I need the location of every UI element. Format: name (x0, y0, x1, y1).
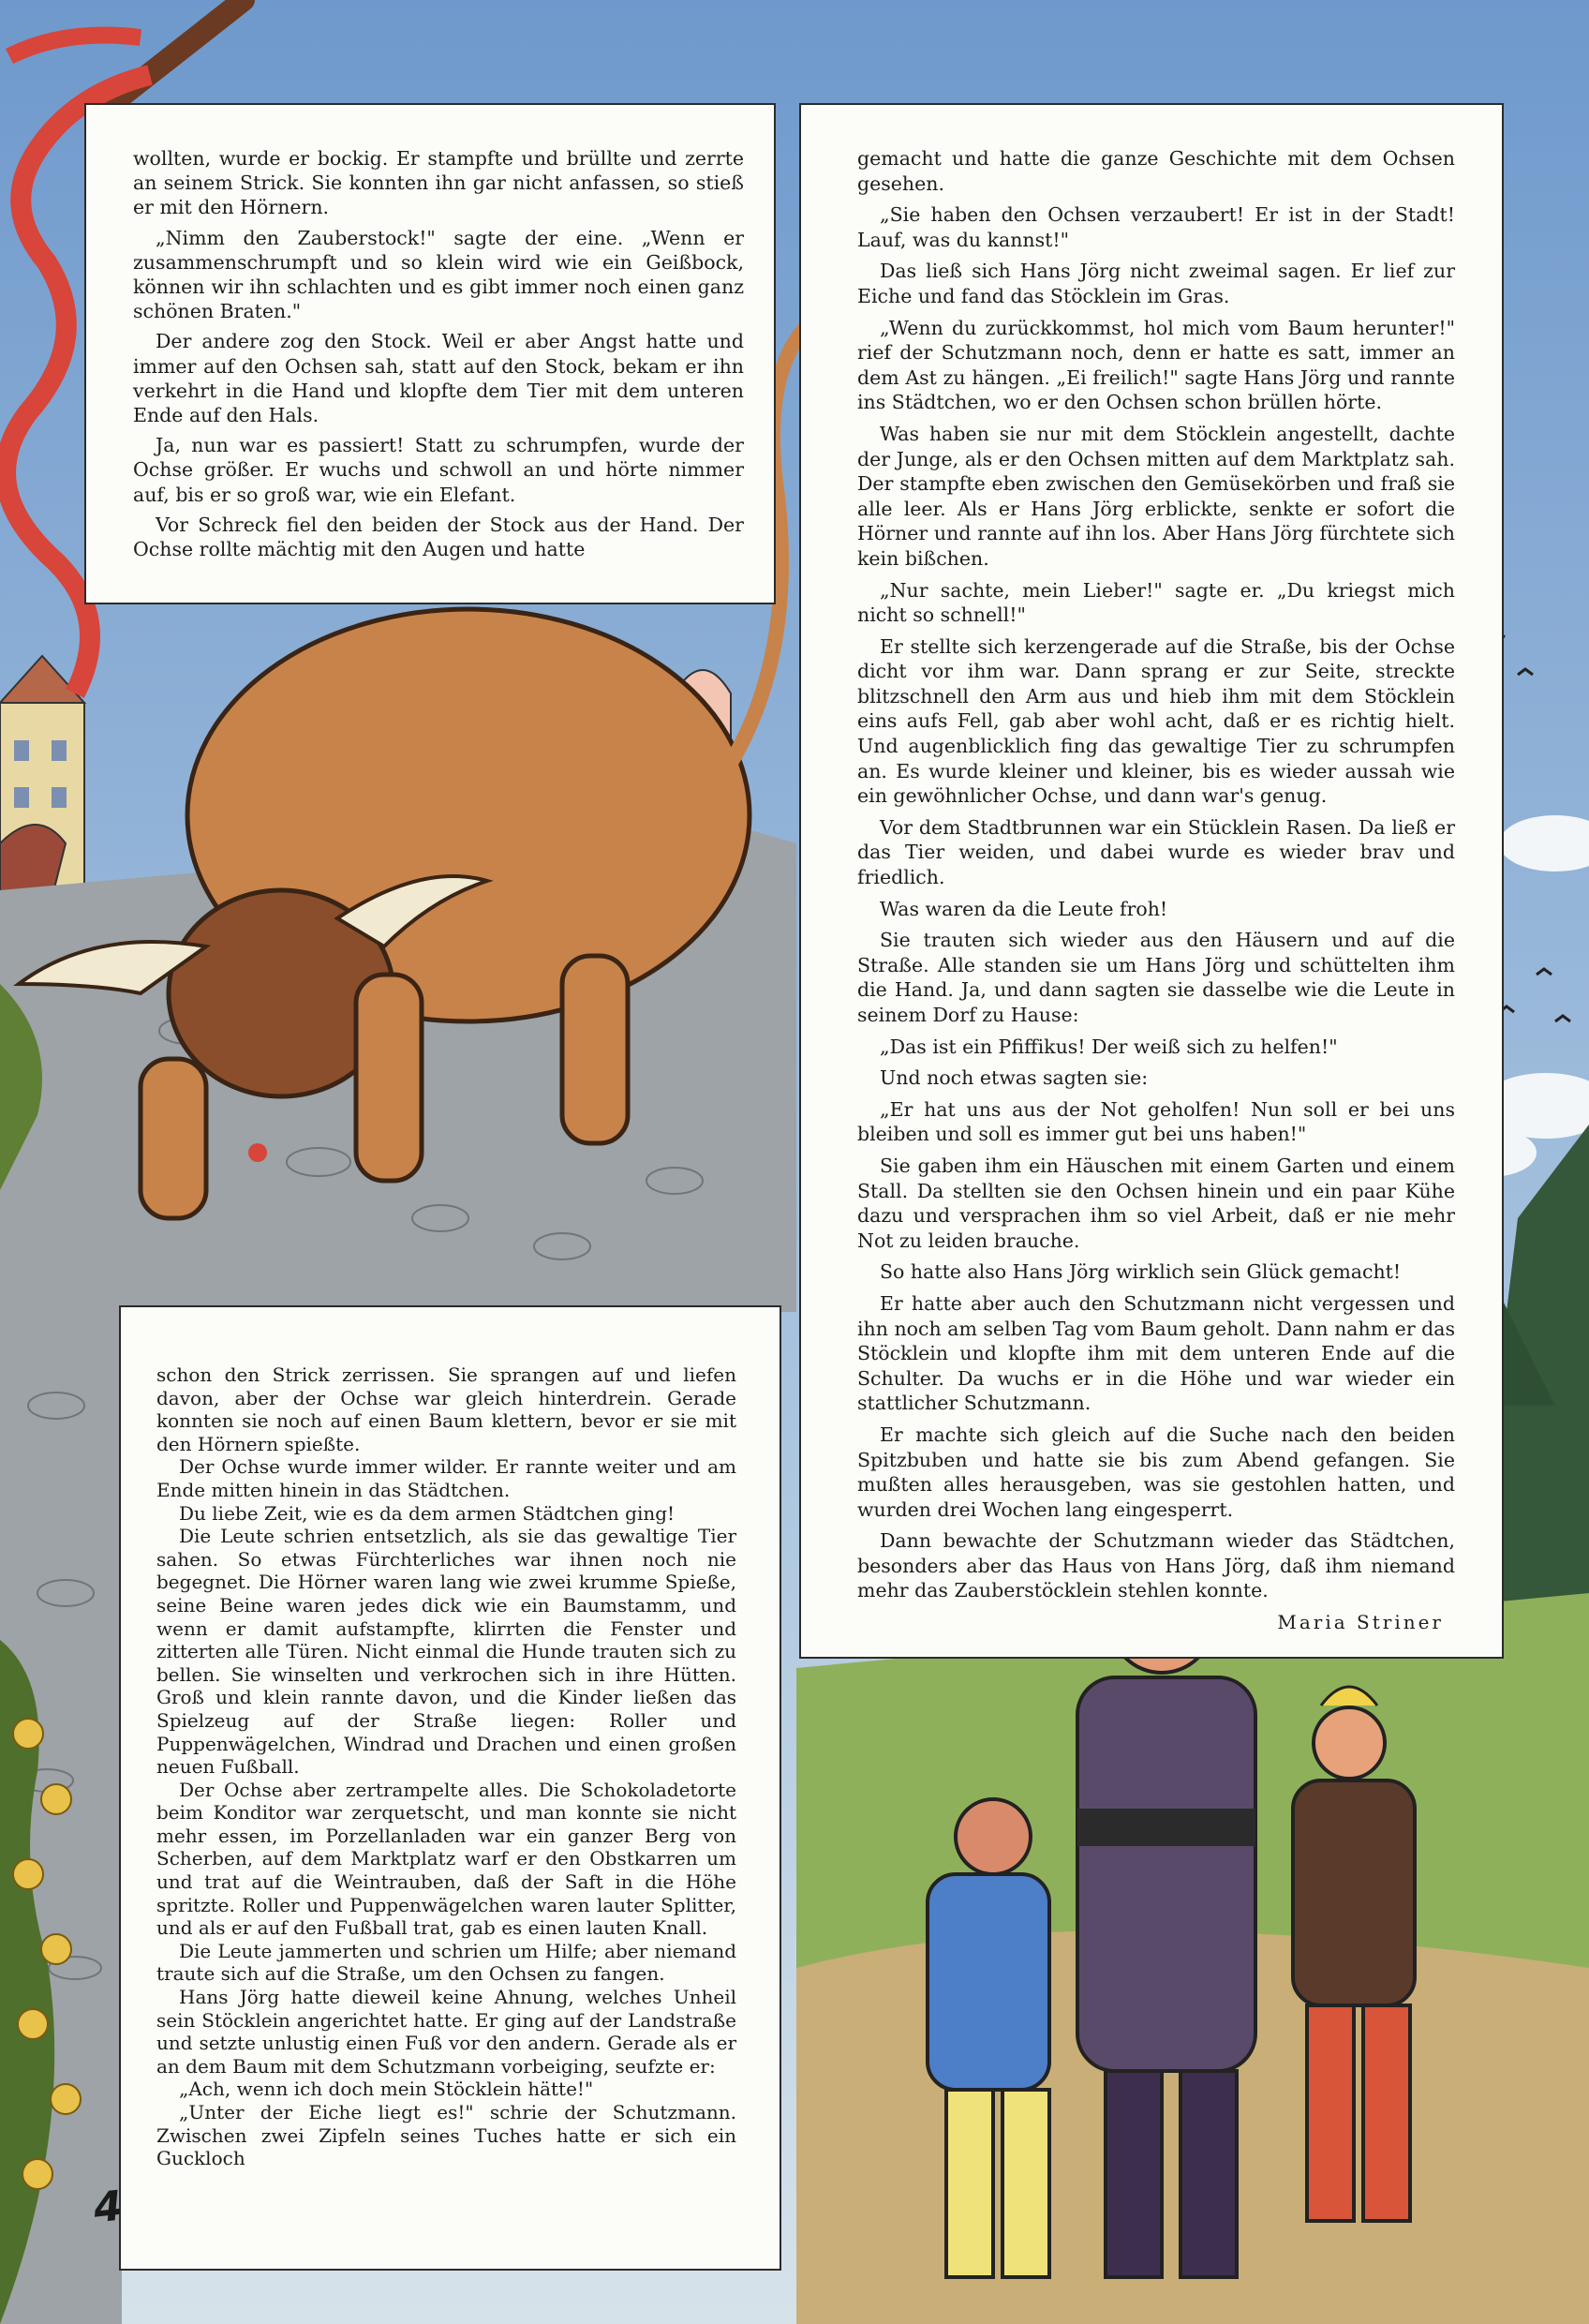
paragraph: „Unter der Eiche liegt es!" schrie der Schutzmann. Zwischen zwei Zipfeln seines Tuches hatte er sich ein Guckloch (156, 2101, 736, 2170)
paragraph: gemacht und hatte die ganze Geschichte mit dem Ochsen gesehen. (857, 147, 1455, 195)
paragraph: Das ließ sich Hans Jörg nicht zweimal sagen. Er lief zur Eiche und fand das Stöcklein im Gras. (857, 260, 1455, 307)
paragraph: Die Leute schrien entsetzlich, als sie das gewaltige Tier sahen. So etwas Fürchterliches war ihnen noch nie begegnet. Die Hörner waren lang wie zwei krumme Spieße, seine Beine waren jedes dick wie ein Baumstamm, und wenn er damit aufstampfte, klirrten die Fenster und zitterten alle Türen. Nicht einmal die Hunde trauten sich zu bellen. Sie winselten und verkrochen sich in ihre Hütten. Groß und klein rannte davon, und die Kinder ließen das Spielzeug auf der Straße liegen: Roller und Puppenwägelchen, Windrad und Drachen und einen großen neuen Fußball. (156, 1525, 736, 1779)
paragraph: Der andere zog den Stock. Weil er aber Angst hatte und immer auf den Ochsen sah, statt auf den Stock, bekam er ihn verkehrt in die Hand und klopfte dem Tier mit dem unteren Ende auf den Hals. (133, 330, 744, 427)
paragraph: Er machte sich gleich auf die Suche nach den beiden Spitzbuben und hatte sie bis zum Abend gefangen. Sie mußten alles herausgeben, was sie gestohlen hatten, und wurden drei Wochen lang eingesperrt. (857, 1423, 1455, 1521)
paragraph: Und noch etwas sagten sie: (880, 1066, 1149, 1090)
paragraph: Hans Jörg hatte dieweil keine Ahnung, welches Unheil sein Stöcklein angerichtet hatte. Er ging auf der Landstraße und setzte unlustig einen Fuß vor den andern. Gerade als er an dem Baum mit dem Schutzmann vorbeiging, seufzte er: (156, 1986, 736, 2078)
paragraph: Was waren da die Leute froh! (880, 897, 1168, 920)
paragraph: Die Leute jammerten und schrien um Hilfe; aber niemand traute sich auf die Straße, um den Ochsen zu fangen. (156, 1939, 736, 1986)
page-number: 4 (91, 2182, 126, 2233)
text-column-top-left (84, 103, 776, 604)
paragraph: Vor dem Stadtbrunnen war ein Stücklein Rasen. Da ließ er das Tier weiden, und dabei wurde es wieder brav und friedlich. (857, 815, 1455, 889)
paragraph: Er hatte aber auch den Schutzmann nicht vergessen und ihn noch am selben Tag vom Baum geholt. Dann nahm er das Stöcklein und klopfte ihm mit dem unteren Ende auf die Schulter. Da wuchs er in die Höhe und war wieder ein stattlicher Schutzmann. (857, 1291, 1455, 1415)
paragraph: „Sie haben den Ochsen verzaubert! Er ist in der Stadt! Lauf, was du kannst!" (857, 203, 1455, 251)
paragraph: Der Ochse wurde immer wilder. Er rannte weiter und am Ende mitten hinein in das Städtchen. (156, 1455, 736, 1501)
paragraph: schon den Strick zerrissen. Sie sprangen auf und liefen davon, aber der Ochse war gleich hinterdrein. Gerade konnten sie noch auf einen Baum klettern, bevor er sie mit den Hörnern spießte. (156, 1363, 736, 1455)
paragraph: Er stellte sich kerzengerade auf die Straße, bis der Ochse dicht vor ihm war. Dann sprang er zur Seite, streckte blitzschnell den Arm aus und hieb ihm mit dem Stöcklein eins aufs Fell, gab aber wohl acht, daß er es richtig hielt. Und augenblicklich fing das gewaltige Tier zu schrumpfen an. Es wurde kleiner und kleiner, bis es wieder aussah wie ein gewöhnlicher Ochse, und dann war's genug. (857, 634, 1455, 808)
paragraph: „Nur sachte, mein Lieber!" sagte er. „Du kriegst mich nicht so schnell!" (857, 578, 1455, 627)
paragraph: Dann bewachte der Schutzmann wieder das Städtchen, besonders aber das Haus von Hans Jörg, daß ihm niemand mehr das Zauberstöcklein stehlen konnte. (857, 1529, 1455, 1602)
paragraph: „Nimm den Zauberstock!" sagte der eine. „Wenn er zusammenschrumpft und so klein wird wie ein Geißbock, können wir ihn schlachten und es gibt immer noch einen ganz schönen Braten." (133, 226, 744, 323)
paragraph: „Ach, wenn ich doch mein Stöcklein hätte!" (179, 2078, 594, 2101)
author-signature: Maria Striner (1277, 1611, 1444, 1634)
paragraph: Ja, nun war es passiert! Statt zu schrumpfen, wurde der Ochse größer. Er wuchs und schwoll an und hörte nimmer auf, bis er so groß war, wie ein Elefant. (133, 434, 744, 506)
paragraph: Sie trauten sich wieder aus den Häusern und auf die Straße. Alle standen sie um Hans Jörg und schüttelten ihm die Hand. Ja, und dann sagten sie dasselbe wie die Leute in seinem Dorf zu Hause: (857, 929, 1455, 1026)
paragraph: Der Ochse aber zertrampelte alles. Die Schokoladetorte beim Konditor war zerquetscht, und man konnte sie nicht mehr essen, im Porzellanladen war ein ganzer Berg von Scherben, auf dem Marktplatz warf er den Obstkarren um und trat auf die Weintrauben, daß der Saft in die Höhe spritzte. Roller und Puppenwägelchen waren lauter Splitter, und als er auf den Fußball trat, gab es einen lauten Knall. (156, 1778, 736, 1940)
paragraph: Vor Schreck fiel den beiden der Stock aus der Hand. Der Ochse rollte mächtig mit den Augen und hatte (133, 513, 744, 561)
paragraph: So hatte also Hans Jörg wirklich sein Glück gemacht! (880, 1260, 1402, 1284)
paragraph: „Er hat uns aus der Not geholfen! Nun soll er bei uns bleiben und soll es immer gut bei uns haben!" (857, 1097, 1455, 1146)
text-column-right (799, 103, 1504, 1659)
paragraph: Sie gaben ihm ein Häuschen mit einem Garten und einem Stall. Da stellten sie den Ochsen hinein und ein paar Kühe dazu und versprachen ihm so viel Arbeit, daß er nie mehr Not zu leiden brauche. (857, 1154, 1455, 1252)
paragraph: „Das ist ein Pfiffikus! Der weiß sich zu helfen!" (880, 1035, 1338, 1058)
paragraph: „Wenn du zurückkommst, hol mich vom Baum herunter!" rief der Schutzmann noch, denn er hatte es satt, immer an dem Ast zu hängen. „Ei freilich!" sagte Hans Jörg und rannte ins Städtchen, wo er den Ochsen schon brüllen hörte. (857, 316, 1455, 414)
paragraph: wollten, wurde er bockig. Er stampfte und brüllte und zerrte an seinem Strick. Sie konnten ihn gar nicht anfassen, so stieß er mit den Hörnern. (133, 147, 744, 219)
paragraph: Du liebe Zeit, wie es da dem armen Städtchen ging! (179, 1501, 676, 1525)
paragraph: Was haben sie nur mit dem Stöcklein angestellt, dachte der Junge, als er den Ochsen mitten auf dem Marktplatz sah. Der stampfte eben zwischen den Gemüsekörben und fraß sie alle leer. Als er Hans Jörg erblickte, senkte er sofort die Hörner und rannte auf ihn los. Aber Hans Jörg fürchtete sich kein bißchen. (857, 422, 1455, 570)
text-column-bottom-left (119, 1305, 781, 2271)
